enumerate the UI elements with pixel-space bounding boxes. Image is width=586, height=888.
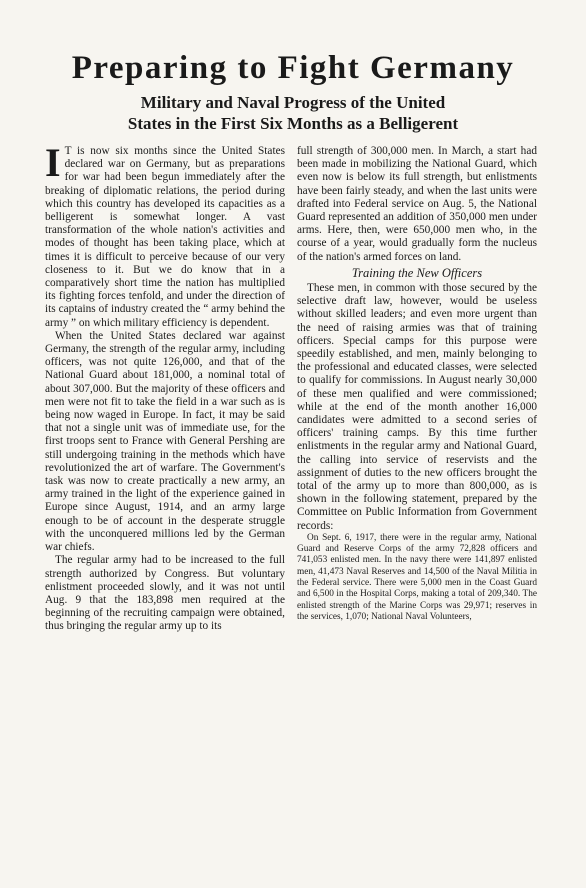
section-subheading: Training the New Officers bbox=[351, 265, 483, 280]
paragraph-5: These men, in common with those secured by the selective draft law, however, would be useless without skilled leaders; and even more urgent than the need of raising armies was that of training officers. Special camps for this purpose were speedily established, and men, mainly belonging to the professional and educated classes, were selected to qualify for commissions. In August nearly 30,000 of these men qualified and were commissioned; while at the end of the month another 16,000 candidates were admitted to a second series of officers' training camps. By this time further enlistments in the regular army and National Guard, the calling into service of reservists and the assignment of duties to the new officers brought the total of the army up to more than 800,000, as is shown in the following statement, prepared by the Committee on Public Information from Government records: bbox=[297, 282, 537, 532]
paragraph-2: When the United States declared war against Germany, the strength of the regular army, including officers, was not quite 126,000, and that of the National Guard about 181,000, a nominal total of about 307,000. But the majority of these officers and men were not fit to take the field in a war such as is being now waged in Europe. In fact, it may be said that not a single unit was of immediate use, for the first troops sent to France with General Pershing are still undergoing training in the methods which have revolutionized the art of warfare. The Government's task was now to create practically a new army, an army trained in the light of the experience gained in Europe since August, 1914, and an army large enough to be of account in the desperate struggle with the unconquered millions led by the German war chiefs. bbox=[45, 329, 285, 554]
article-title: Preparing to Fight Germany bbox=[71, 50, 515, 86]
subtitle-line-1: Military and Naval Progress of the United bbox=[140, 93, 446, 112]
right-column bbox=[297, 145, 537, 623]
article-subtitle bbox=[60, 92, 526, 134]
paragraph-1 bbox=[45, 140, 285, 330]
paragraph-4: full strength of 300,000 men. In March, a start had been made in mobilizing the National Guard, which even now is below its full strength, but enlistments have been fairly steady, and when the last units were drafted into Federal service on Aug. 5, the National Guard represented an addition of 350,000 men under arms. Here, then, were 650,000 men who, in the course of a year, would gradually form the nucleus of the nation's armed forces on land. bbox=[297, 145, 537, 263]
quoted-statement: On Sept. 6, 1917, there were in the regular army, National Guard and Reserve Corps of the army 72,828 officers and 741,053 enlisted men. In the navy there were 141,897 enlisted men, 41,473 Naval Reserves and 14,500 of the Naval Militia in the Federal service. There were 5,000 men in the Coast Guard and 6,500 in the Hospital Corps, making a total of 209,340. The enlisted strength of the Marine Corps was 29,971; reserves in the services, 1,070; National Naval Volunteers, bbox=[297, 532, 537, 622]
paragraph-3: The regular army had to be increased to the full strength authorized by Congress. But voluntary enlistment proceeded slowly, and it was not until Aug. 9 that the 183,898 men required at the beginning of the recruiting campaign were obtained, thus bringing the regular army up to its bbox=[45, 554, 285, 633]
left-column bbox=[45, 140, 285, 634]
paragraph-1-text: T is now six months since the United States declared war on Germany, but as preparations for war had been begun immediately after the breaking of diplomatic relations, the period during which this country has developed its capacities as a belligerent is somewhat longer. A vast transformation of the whole nation's activities and modes of thought has been taking place, which at times it is difficult to perceive because of our very closeness to it. But we do know that in a comparatively short time the nation has multiplied its fighting forces tenfold, and under the direction of its captains of industry created the “ army behind the army ” on which military efficiency is dependent. bbox=[45, 145, 285, 329]
drop-cap: I bbox=[45, 140, 61, 185]
subtitle-line-2: States in the First Six Months as a Belligerent bbox=[127, 114, 459, 133]
